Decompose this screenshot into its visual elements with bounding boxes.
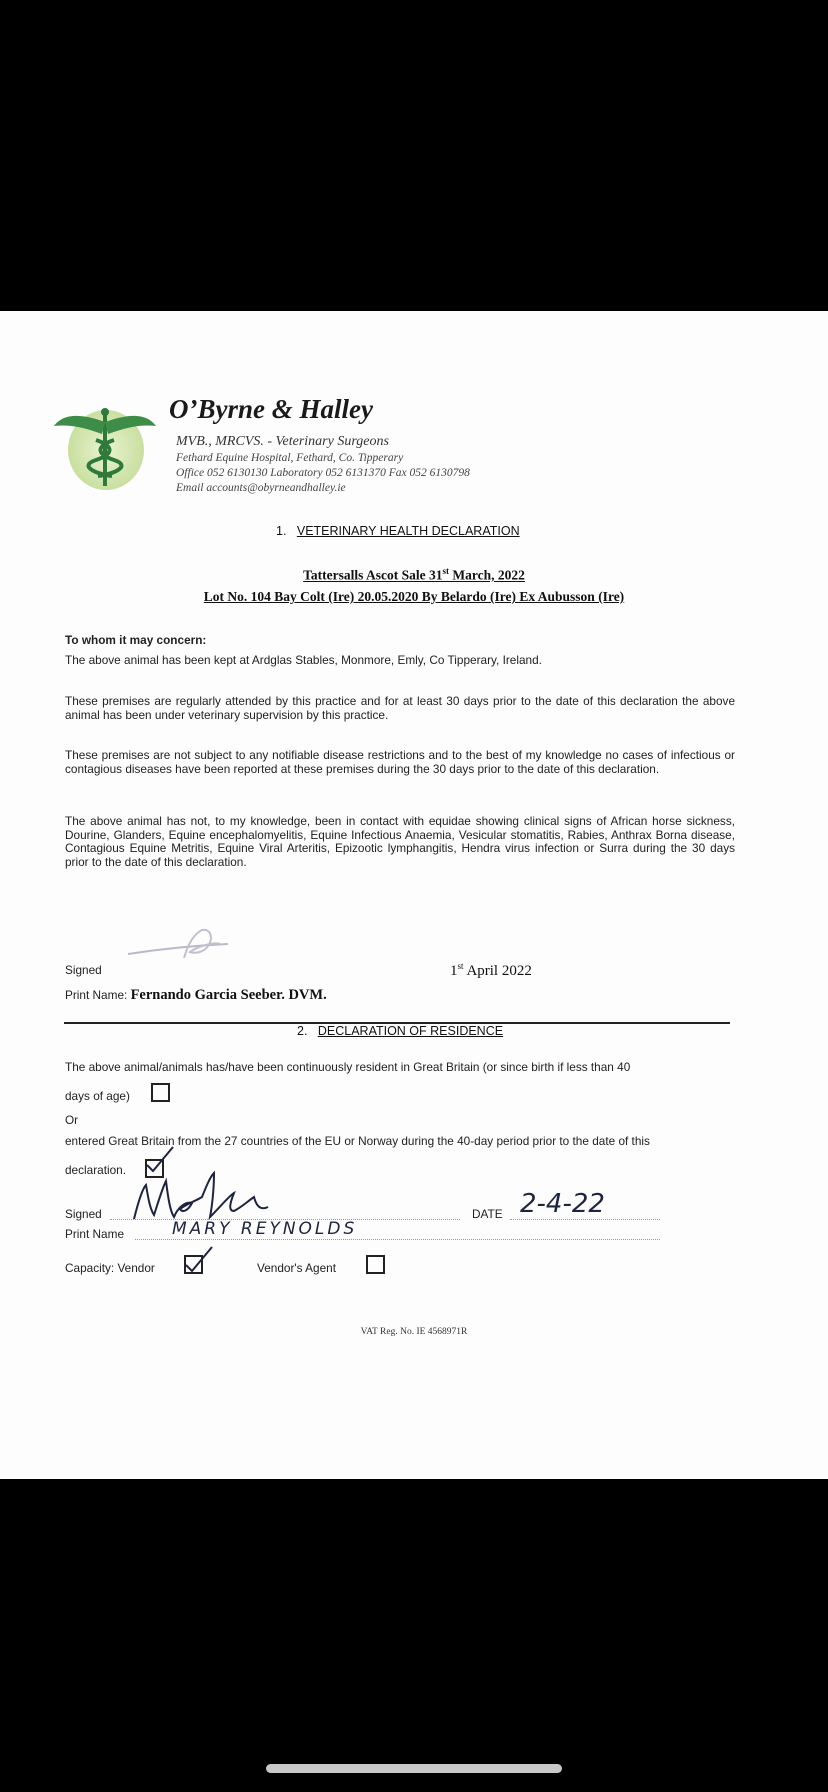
salutation: To whom it may concern: — [65, 633, 207, 647]
print-name-vet: Fernando Garcia Seeber. DVM. — [130, 987, 327, 1003]
sale-main: Tattersalls Ascot Sale 31 — [303, 567, 443, 583]
print-name-dotted-line — [135, 1239, 660, 1240]
signed-label-1: Signed — [65, 963, 102, 977]
or-label: Or — [65, 1113, 79, 1127]
vat-number: VAT Reg. No. IE 4568971R — [360, 1327, 468, 1337]
residence-line-1: The above animal/animals has/have been continuously resident in Great Britain (or since birth if less than 40 — [65, 1060, 631, 1074]
vet-date-rest: April 2022 — [463, 963, 532, 979]
print-name-row-1 — [65, 987, 327, 1004]
print-name-label-2: Print Name — [65, 1227, 125, 1241]
sale-heading — [0, 566, 828, 584]
print-name-vendor: MARY REYNOLDS — [172, 1219, 358, 1239]
vendor-signature-icon — [130, 1167, 290, 1227]
date-dotted-line — [510, 1219, 660, 1220]
vet-date-sup: st — [457, 961, 464, 971]
section1-number: 1. — [276, 524, 287, 538]
caduceus-logo-icon — [52, 404, 156, 492]
section1-heading — [276, 524, 520, 538]
practice-qualifications: MVB., MRCVS. - Veterinary Surgeons — [176, 434, 389, 449]
sale-rest: March, 2022 — [449, 567, 525, 583]
vet-signature-icon — [124, 924, 234, 964]
practice-email: Email accounts@obyrneandhalley.ie — [176, 482, 346, 494]
vet-date-day: 1 — [450, 963, 458, 979]
residence-line-1b: days of age) — [65, 1089, 130, 1103]
date-label-2: DATE — [472, 1207, 503, 1221]
practice-address: Fethard Equine Hospital, Fethard, Co. Tipperary — [176, 452, 404, 464]
lot-heading: Lot No. 104 Bay Colt (Ire) 20.05.2020 By Belardo (Ire) Ex Aubusson (Ire) — [203, 589, 625, 604]
residence-line-2b: declaration. — [65, 1163, 126, 1177]
capacity-label: Capacity: Vendor — [65, 1261, 155, 1275]
agent-label: Vendor's Agent — [257, 1261, 336, 1275]
document-page — [0, 311, 828, 1479]
residence-line-2: entered Great Britain from the 27 countries of the EU or Norway during the 40-day period prior to the date of this — [65, 1134, 650, 1148]
vet-date — [450, 961, 532, 980]
practice-name: O’Byrne & Halley — [169, 394, 373, 424]
paragraph-3: These premises are not subject to any notifiable disease restrictions and to the best of my knowledge no cases of infectious or contagious diseases have been reported at these premises during the 30 days prior to the date of this declaration. — [65, 748, 735, 776]
paragraph-4: The above animal has not, to my knowledge, been in contact with equidae showing clinical signs of African horse sickness, Dourine, Glanders, Equine encephalomyelitis, Equine Infectious Anaemia, Vesicular stomatitis, Rabies, Anthrax Borna disease, Contagious Equine Metritis, Equine Viral Arteritis, Epizootic lymphangitis, Hendra virus infection or Surra during the 30 days prior to the date of this declaration. — [65, 814, 735, 869]
print-name-label-1: Print Name: — [65, 988, 128, 1002]
signed-label-2: Signed — [65, 1207, 102, 1221]
sale-sup: st — [442, 566, 449, 576]
practice-phones: Office 052 6130130 Laboratory 052 6131370 Fax 052 6130798 — [176, 467, 470, 479]
section2-heading — [297, 1024, 503, 1038]
section1-title: VETERINARY HEALTH DECLARATION — [296, 524, 520, 538]
home-indicator[interactable] — [266, 1764, 562, 1773]
agent-checkbox[interactable] — [366, 1255, 385, 1274]
section2-number: 2. — [297, 1024, 308, 1038]
paragraph-2: These premises are regularly attended by this practice and for at least 30 days prior to the date of this declaration the above animal has been under veterinary supervision by this practice. — [65, 694, 735, 722]
vendor-tick-icon — [182, 1245, 216, 1275]
vendor-date: 2-4-22 — [520, 1189, 605, 1219]
resident-checkbox[interactable] — [151, 1083, 170, 1102]
section2-title: DECLARATION OF RESIDENCE — [317, 1024, 504, 1038]
paragraph-1: The above animal has been kept at Ardglas Stables, Monmore, Emly, Co Tipperary, Ireland. — [65, 653, 542, 667]
